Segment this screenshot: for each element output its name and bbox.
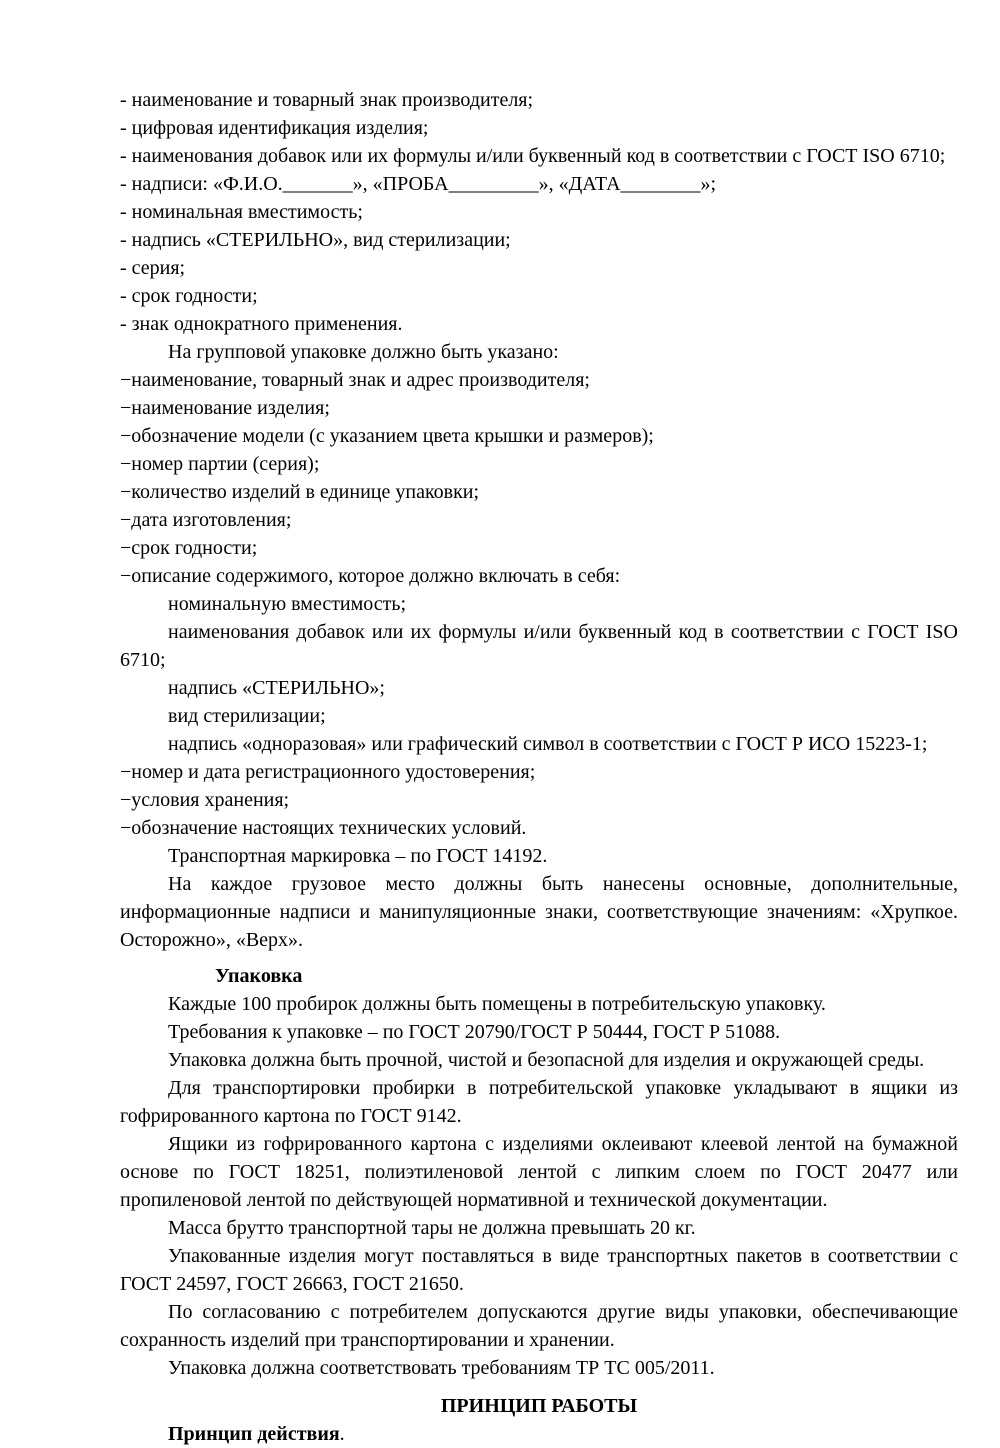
paragraph: −обозначение модели (с указанием цвета крышки и размеров); — [120, 425, 654, 447]
paragraph: - надпись «СТЕРИЛЬНО», вид стерилизации; — [120, 229, 511, 251]
paragraph: −наименование изделия; — [120, 397, 330, 419]
paragraph: −номер партии (серия); — [120, 453, 320, 475]
paragraph: На групповой упаковке должно быть указано: — [168, 341, 559, 363]
paragraph: Упаковка должна соответствовать требованиям ТР ТС 005/2011. — [168, 1357, 715, 1379]
paragraph: −наименование, товарный знак и адрес производителя; — [120, 369, 590, 391]
paragraph: номинальную вместимость; — [168, 593, 407, 615]
paragraph: надпись «СТЕРИЛЬНО»; — [168, 677, 385, 699]
paragraph: - цифровая идентификация изделия; — [120, 117, 429, 139]
paragraph: −описание содержимого, которое должно включать в себя: — [120, 565, 621, 587]
bold-text-run: Принцип действия — [168, 1423, 340, 1445]
paragraph: Упакованные изделия могут поставляться в виде транспортных пакетов в соответствии с ГОСТ 24597, ГОСТ 26663, ГОСТ 21650. — [120, 1245, 958, 1295]
paragraph: Требования к упаковке – по ГОСТ 20790/ГОСТ Р 50444, ГОСТ Р 51088. — [168, 1021, 781, 1043]
paragraph: вид стерилизации; — [168, 705, 326, 727]
paragraph: −дата изготовления; — [120, 509, 292, 531]
paragraph — [120, 1420, 958, 1448]
paragraph: На каждое грузовое место должны быть нанесены основные, дополнительные, информационные надписи и манипуляционные знаки, соответствующие значениям: «Хрупкое. Осторожно», «Верх». — [120, 873, 958, 951]
text-run: . — [339, 1423, 345, 1445]
paragraph: - серия; — [120, 257, 186, 279]
paragraph: надпись «одноразовая» или графический символ в соответствии с ГОСТ Р ИСО 15223-1; — [168, 733, 928, 755]
paragraph: −условия хранения; — [120, 789, 290, 811]
paragraph: −срок годности; — [120, 537, 258, 559]
paragraph: −номер и дата регистрационного удостоверения; — [120, 761, 536, 783]
paragraph: - знак однократного применения. — [120, 313, 403, 335]
paragraph: −обозначение настоящих технических условий. — [120, 817, 527, 839]
paragraph: - срок годности; — [120, 285, 258, 307]
paragraph: По согласованию с потребителем допускаются другие виды упаковки, обеспечивающие сохранность изделий при транспортировании и хранении. — [120, 1301, 958, 1351]
paragraph: −количество изделий в единице упаковки; — [120, 481, 480, 503]
paragraph: Масса брутто транспортной тары не должна превышать 20 кг. — [168, 1217, 696, 1239]
paragraph: наименования добавок или их формулы и/или буквенный код в соответствии с ГОСТ ISO 6710; — [120, 621, 958, 671]
paragraph: - номинальная вместимость; — [120, 201, 363, 223]
paragraph: Для транспортировки пробирки в потребительской упаковке укладывают в ящики из гофрированного картона по ГОСТ 9142. — [120, 1077, 958, 1127]
paragraph: - наименование и товарный знак производителя; — [120, 89, 534, 111]
paragraph: Каждые 100 пробирок должны быть помещены в потребительскую упаковку. — [168, 993, 826, 1015]
section-heading: ПРИНЦИП РАБОТЫ — [440, 1395, 638, 1417]
paragraph: - наименования добавок или их формулы и/или буквенный код в соответствии с ГОСТ ISO 6710; — [120, 145, 946, 167]
paragraph: Упаковка должна быть прочной, чистой и безопасной для изделия и окружающей среды. — [168, 1049, 925, 1071]
paragraph: Ящики из гофрированного картона с изделиями оклеивают клеевой лентой на бумажной основе по ГОСТ 18251, полиэтиленовой лентой с липким слоем по ГОСТ 20477 или пропиленовой лентой по действующей нормативной и технической документации. — [120, 1133, 958, 1211]
subsection-heading: Упаковка — [215, 965, 303, 987]
paragraph: - надписи: «Ф.И.О._______», «ПРОБА_________», «ДАТА________»; — [120, 173, 717, 195]
paragraph: Транспортная маркировка – по ГОСТ 14192. — [168, 845, 548, 867]
